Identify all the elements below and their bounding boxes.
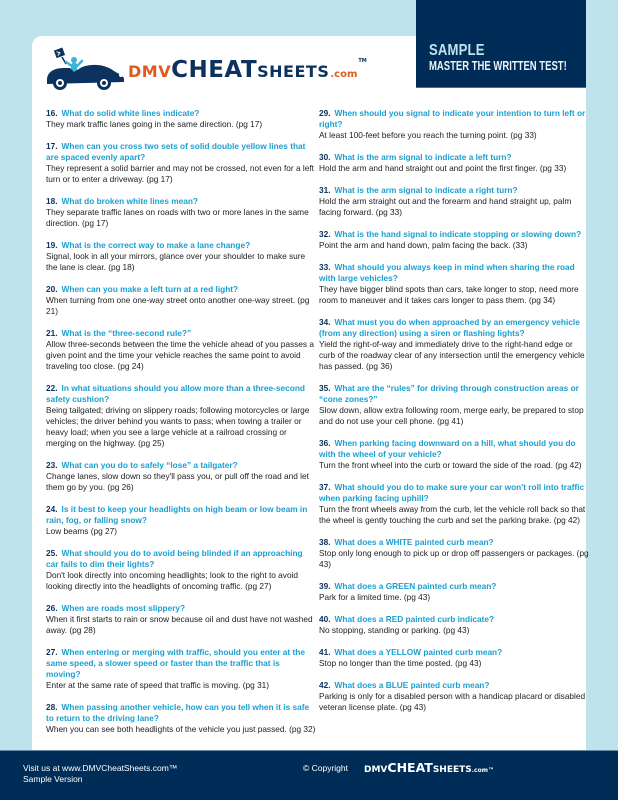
question-item — [319, 262, 589, 306]
answer-text: Being tailgated; driving on slippery roads; following motorcycles or large vehicles; the driver behind you wants to pass; when towing a trailer or heavy load; when you see a large vehicle at a railroad crossing or merging on the highway. (pg 25) — [46, 405, 310, 448]
question-item — [319, 537, 589, 570]
logo-dmv: DMV — [128, 62, 172, 81]
question-text — [319, 537, 589, 548]
answer-text: When you can see both headlights of the vehicle you just passed. (pg 32) — [46, 724, 316, 734]
question-number: 23. — [46, 460, 58, 470]
question-item — [46, 240, 316, 273]
question-text — [319, 680, 589, 691]
logo-wordmark — [128, 59, 367, 82]
footer-logo-sheets: SHEETS — [432, 765, 472, 775]
dmv-cheatsheets-logo — [44, 46, 414, 92]
question-number: 39. — [319, 581, 331, 591]
answer-text: At least 100-feet before you reach the turning point. (pg 33) — [319, 130, 537, 140]
answer-text: They represent a solid barrier and may not be crossed, not even for a left turn or to enter a driveway. (pg 17) — [46, 163, 314, 184]
footer-logo-com: .com — [471, 767, 488, 774]
question-number: 24. — [46, 504, 58, 514]
question-item — [46, 702, 316, 735]
question-item — [319, 383, 589, 427]
question-text — [319, 482, 589, 504]
question-text — [319, 647, 589, 658]
left-question-column — [46, 108, 316, 746]
footer-logo-dmv: DMV — [364, 765, 388, 775]
answer-text: Stop no longer than the time posted. (pg 43) — [319, 658, 482, 668]
question-number: 25. — [46, 548, 58, 558]
question-label: When passing another vehicle, how can you tell when it is safe to return to the driving lane? — [46, 702, 310, 723]
question-number: 40. — [319, 614, 331, 624]
question-text — [319, 108, 589, 130]
footer-logo-cheat: CHEAT — [387, 760, 433, 775]
question-number: 21. — [46, 328, 58, 338]
question-item — [319, 108, 589, 141]
footer-logo — [364, 760, 494, 775]
answer-text: Change lanes, slow down so they'll pass you, or pull off the road and let them go by you. (pg 26) — [46, 471, 309, 492]
answer-text: Hold the arm straight out and the forearm and hand straight up, palm facing forward. (pg 33) — [319, 196, 572, 217]
question-text — [46, 504, 316, 526]
question-label: What is the “three-second rule?” — [61, 328, 192, 338]
question-text — [46, 702, 316, 724]
question-label: What should you always keep in mind when sharing the road with large vehicles? — [319, 262, 575, 283]
question-label: What are the “rules” for driving through construction areas or “cone zones?” — [319, 383, 579, 404]
question-number: 27. — [46, 647, 58, 657]
question-number: 36. — [319, 438, 331, 448]
car-with-driver-icon — [44, 46, 126, 92]
question-text — [46, 141, 316, 163]
question-text — [319, 383, 589, 405]
footer-version: Sample Version — [23, 774, 83, 784]
answer-text: Enter at the same rate of speed that traffic is moving. (pg 31) — [46, 680, 270, 690]
answer-text: Turn the front wheels away from the curb, let the vehicle roll back so that the wheel is gently touching the curb and set the parking brake. (pg 42) — [319, 504, 586, 525]
question-number: 19. — [46, 240, 58, 250]
question-item — [46, 383, 316, 449]
question-label: What does a WHITE painted curb mean? — [334, 537, 494, 547]
question-text — [46, 108, 316, 119]
question-label: When are roads most slippery? — [61, 603, 186, 613]
question-number: 34. — [319, 317, 331, 327]
question-label: What does a RED painted curb indicate? — [334, 614, 495, 624]
question-label: When entering or merging with traffic, should you enter at the same speed, a slower speed or faster than the traffic that is moving? — [46, 647, 305, 679]
answer-text: Slow down, allow extra following room, merge early, be prepared to stop and do not use your cell phone. (pg 41) — [319, 405, 584, 426]
question-text — [319, 581, 589, 592]
question-item — [319, 482, 589, 526]
question-label: When should you signal to indicate your intention to turn left or right? — [319, 108, 586, 129]
question-item — [319, 317, 589, 372]
answer-text: No stopping, standing or parking. (pg 43) — [319, 625, 470, 635]
question-text — [319, 229, 589, 240]
logo-sheets: SHEETS — [257, 62, 330, 81]
question-item — [46, 504, 316, 537]
question-label: What does a BLUE painted curb mean? — [334, 680, 490, 690]
question-text — [46, 548, 316, 570]
question-label: What should you do to avoid being blinded if an approaching car fails to dim their lights? — [46, 548, 303, 569]
question-text — [46, 196, 316, 207]
question-item — [319, 152, 589, 174]
question-item — [46, 548, 316, 592]
question-number: 29. — [319, 108, 331, 118]
question-item — [319, 647, 589, 669]
question-item — [46, 603, 316, 636]
question-item — [46, 460, 316, 493]
question-text — [46, 328, 316, 339]
question-number: 41. — [319, 647, 331, 657]
answer-text: They mark traffic lanes going in the same direction. (pg 17) — [46, 119, 263, 129]
answer-text: They have bigger blind spots than cars, take longer to stop, need more room to maneuver and it takes cars longer to pass them. (pg 34) — [319, 284, 579, 305]
logo-com: .com — [330, 69, 358, 80]
footer — [0, 750, 618, 800]
question-text — [46, 383, 316, 405]
answer-text: Low beams (pg 27) — [46, 526, 118, 536]
answer-text: Don't look directly into oncoming headlights; look to the right to avoid looking directly into the headlights of oncoming traffic. (pg 27) — [46, 570, 299, 591]
question-text — [46, 240, 316, 251]
logo-cheat: CHEAT — [171, 57, 258, 83]
question-number: 16. — [46, 108, 58, 118]
banner-subtitle: MASTER THE WRITTEN TEST! — [429, 59, 567, 73]
question-number: 26. — [46, 603, 58, 613]
question-text — [46, 284, 316, 295]
question-text — [319, 438, 589, 460]
question-item — [46, 196, 316, 229]
question-label: In what situations should you allow more than a three-second safety cushion? — [46, 383, 305, 404]
question-number: 17. — [46, 141, 58, 151]
question-item — [46, 647, 316, 691]
question-number: 30. — [319, 152, 331, 162]
answer-text: Allow three-seconds between the time the vehicle ahead of you passes a given point and the time your vehicle reaches the same point to avoid traveling too close. (pg 24) — [46, 339, 314, 371]
question-item — [319, 614, 589, 636]
sample-banner — [416, 0, 586, 88]
question-item — [319, 229, 589, 251]
question-label: What is the correct way to make a lane change? — [61, 240, 251, 250]
answer-text: Hold the arm and hand straight out and point the first finger. (pg 33) — [319, 163, 567, 173]
answer-text: Signal, look in all your mirrors, glance over your shoulder to make sure the lane is clear. (pg 18) — [46, 251, 306, 272]
question-number: 31. — [319, 185, 331, 195]
question-label: What do solid white lines indicate? — [61, 108, 200, 118]
question-text — [319, 185, 589, 196]
question-label: What does a YELLOW painted curb mean? — [334, 647, 503, 657]
question-number: 42. — [319, 680, 331, 690]
question-label: Is it best to keep your headlights on high beam or low beam in rain, fog, or falling snow? — [46, 504, 308, 525]
question-number: 28. — [46, 702, 58, 712]
logo-tm: TM — [358, 58, 367, 64]
question-text — [319, 262, 589, 284]
answer-text: They separate traffic lanes on roads with two or more lanes in the same direction. (pg 17) — [46, 207, 309, 228]
question-item — [319, 581, 589, 603]
answer-text: Park for a limited time. (pg 43) — [319, 592, 431, 602]
question-label: When can you make a left turn at a red light? — [61, 284, 239, 294]
question-label: What is the arm signal to indicate a right turn? — [334, 185, 518, 195]
question-number: 22. — [46, 383, 58, 393]
question-text — [46, 647, 316, 680]
question-label: When can you cross two sets of solid double yellow lines that are spaced evenly apart? — [46, 141, 306, 162]
question-number: 38. — [319, 537, 331, 547]
question-item — [319, 185, 589, 218]
answer-text: When turning from one one-way street onto another one-way street. (pg 21) — [46, 295, 310, 316]
question-label: What should you do to make sure your car won't roll into traffic when parking facing uphill? — [319, 482, 585, 503]
footer-visit-link[interactable]: Visit us at www.DMVCheatSheets.com™ — [23, 763, 178, 773]
answer-text: Turn the front wheel into the curb or toward the side of the road. (pg 42) — [319, 460, 582, 470]
question-number: 18. — [46, 196, 58, 206]
question-number: 20. — [46, 284, 58, 294]
question-label: What can you do to safely “lose” a tailgater? — [61, 460, 238, 470]
question-text — [319, 152, 589, 163]
question-number: 32. — [319, 229, 331, 239]
right-question-column — [319, 108, 589, 724]
footer-visit-info — [23, 763, 177, 785]
question-item — [46, 284, 316, 317]
question-text — [319, 317, 589, 339]
footer-logo-tm: ™ — [487, 767, 494, 774]
question-label: What is the hand signal to indicate stopping or slowing down? — [334, 229, 582, 239]
question-label: What do broken white lines mean? — [61, 196, 198, 206]
answer-text: Point the arm and hand down, palm facing the back. (33) — [319, 240, 528, 250]
question-number: 33. — [319, 262, 331, 272]
question-label: What must you do when approached by an emergency vehicle (from any direction) using a siren or flashing lights? — [319, 317, 580, 338]
footer-copyright: © Copyright — [303, 763, 349, 773]
question-label: When parking facing downward on a hill, what should you do with the wheel of your vehicle? — [319, 438, 576, 459]
question-label: What is the arm signal to indicate a left turn? — [334, 152, 512, 162]
question-item — [319, 438, 589, 471]
question-item — [46, 328, 316, 372]
question-item — [319, 680, 589, 713]
banner-title: SAMPLE — [429, 42, 485, 59]
answer-text: When it first starts to rain or snow because oil and dust have not washed away. (pg 28) — [46, 614, 313, 635]
question-label: What does a GREEN painted curb mean? — [334, 581, 497, 591]
question-text — [46, 460, 316, 471]
question-item — [46, 141, 316, 185]
answer-text: Yield the right-of-way and immediately drive to the right-hand edge or curb of the roadway clear of any intersection until the emergency vehicle has passed. (pg 36) — [319, 339, 585, 371]
answer-text: Stop only long enough to pick up or drop off passengers or packages. (pg 43) — [319, 548, 589, 569]
question-number: 37. — [319, 482, 331, 492]
question-number: 35. — [319, 383, 331, 393]
question-text — [46, 603, 316, 614]
answer-text: Parking is only for a disabled person with a handicap placard or disabled veteran license plate. (pg 43) — [319, 691, 586, 712]
question-text — [319, 614, 589, 625]
question-item — [46, 108, 316, 130]
